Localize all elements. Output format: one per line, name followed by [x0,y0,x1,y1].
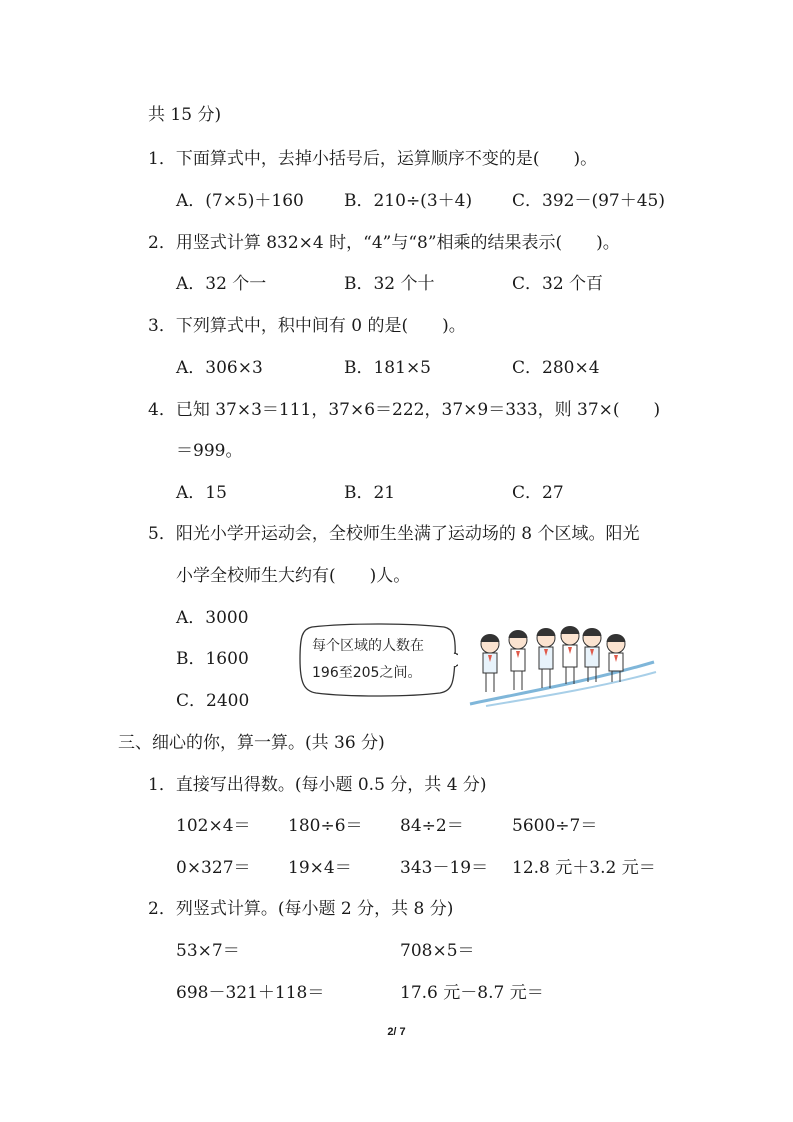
section-3-question-2-stem: 2．列竖式计算。(每小题 2 分，共 8 分) [148,899,454,919]
question-5-stem-continued: 小学全校师生大约有( )人。 [176,566,411,586]
mental-math-item: 0×327＝ [176,858,251,878]
vertical-calc-item: 53×7＝ [176,941,240,961]
section-header-tail: 共 15 分) [148,105,222,125]
students-group-icon [466,622,658,708]
question-1-stem: 1．下面算式中，去掉小括号后，运算顺序不变的是( )。 [148,149,598,169]
question-2-option-b: B．32 个十 [344,274,435,294]
speech-bubble-icon [298,623,458,697]
mental-math-item: 102×4＝ [176,816,251,836]
mental-math-item: 5600÷7＝ [512,816,598,836]
mental-math-item: 19×4＝ [288,858,352,878]
vertical-calc-item: 698－321＋118＝ [176,983,325,1003]
question-4-option-b: B．21 [344,483,396,503]
question-4-stem-continued: ＝999。 [176,441,243,461]
section-3-title: 三、细心的你，算一算。(共 36 分) [118,733,385,753]
question-2-stem: 2．用竖式计算 832×4 时，“4”与“8”相乘的结果表示( )。 [148,233,620,253]
question-5-option-c: C．2400 [176,691,250,711]
question-1-option-a: A．(7×5)＋160 [176,191,304,211]
question-3-option-a: A．306×3 [176,358,263,378]
bubble-text-line-1: 每个区域的人数在 [312,638,424,654]
question-1-option-b: B．210÷(3＋4) [344,191,473,211]
vertical-calc-item: 708×5＝ [400,941,475,961]
question-3-option-b: B．181×5 [344,358,432,378]
mental-math-item: 12.8 元＋3.2 元＝ [512,858,656,878]
vertical-calc-item: 17.6 元－8.7 元＝ [400,983,544,1003]
question-5-option-b: B．1600 [176,649,249,669]
question-3-stem: 3．下列算式中，积中间有 0 的是( )。 [148,316,466,336]
question-1-option-c: C．392－(97＋45) [512,191,665,211]
question-5-option-a: A．3000 [176,608,249,628]
bubble-text-line-2: 196至205之间。 [312,665,422,681]
question-5-stem: 5．阳光小学开运动会，全校师生坐满了运动场的 8 个区域。阳光 [148,524,640,544]
question-4-option-a: A．15 [176,483,227,503]
question-4-stem: 4．已知 37×3＝111，37×6＝222，37×9＝333，则 37×( ) [148,400,661,420]
section-3-question-1-stem: 1．直接写出得数。(每小题 0.5 分，共 4 分) [148,775,487,795]
page-number: 2/ 7 [387,1026,406,1038]
mental-math-item: 180÷6＝ [288,816,363,836]
mental-math-item: 84÷2＝ [400,816,464,836]
question-2-option-a: A．32 个一 [176,274,267,294]
question-4-option-c: C．27 [512,483,564,503]
mental-math-item: 343－19＝ [400,858,489,878]
question-3-option-c: C．280×4 [512,358,600,378]
question-2-option-c: C．32 个百 [512,274,604,294]
